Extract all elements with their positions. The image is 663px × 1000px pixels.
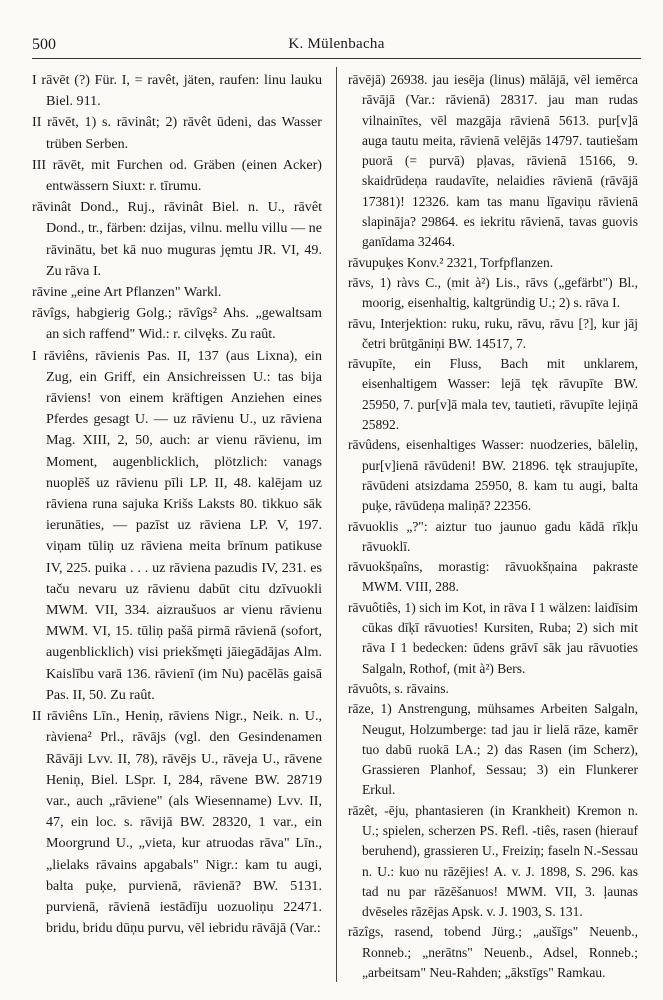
dictionary-entry: rāvu, Interjektion: ruku, ruku, rāvu, rāvu [?], kur jāj četri brūtgāniņi BW. 14517, 7. <box>348 315 638 351</box>
dictionary-entry: I rāviêns, rāvienis Pas. II, 137 (aus Lixna), ein Zug, ein Griff, ein Ansichreissen U.: tas bija rāviens! von einem kräftigen Anziehen eines Pferdes gesagt U. — uz rāvienu U., uz rāviena Mag. XIII, 2, 50, auch: ar vienu rāvienu, im Moment, augenblicklich, plötzlich: vanags nuoplēš uz rāvienu pīli LP. II, 48. kalējam uz rāviena runa sajuka Krišs Laksts 80. tikkuo sāk ierunāties, — pazīst uz rāviena LP. V, 197. viņam tūliņ uz rāviena meita brīnum patikuse IV, 225. puika . . . uz rāviena pazudis IV, 231. es taču nevaru uz rāvienu dabūt citu dzīvuokli MWM. VII, 334. aizraušuos ar vienu rāvienu MWM. VI, 15. tūliņ pašā pirmā rāvienā (sofort, augenblicklich) visi priekšmęti jāiegādājas Alm. Kaislību varā 136. rāvienī (im Nu) pacēlās gaisā Pas. II, 50. Zu raût. <box>32 347 322 703</box>
dictionary-entry: rāzîgs, rasend, tobend Jürg.; „aušīgs" Neuenb., Ronneb.; „nerātns" Neuenb., Adsel, Ronneb.; „arbeitsam" Neu-Rahden; „ākstīgs" Ramkau. <box>348 924 638 981</box>
dictionary-entry: rāze, 1) Anstrengung, mühsames Arbeiten Salgaln, Neugut, Holzumberge: tad jau ir lielā rāze, kamēr tuo dabū ruokā LA.; 2) das Rasen (im Scherz), Grassieren Planhof, Sessau; 3) ein Flunkerer Erkul. <box>348 701 638 798</box>
dictionary-entry: rāvuôts, s. rāvains. <box>348 680 449 696</box>
dictionary-entry: rāvs, 1) ràvs C., (mit à²) Lis., rāvs („gefärbt") Bl., moorig, eisenhaltig, kaltgründig U.; 2) s. rāva I. <box>348 274 638 311</box>
dictionary-entry: rāvējā) 26938. jau iesēja (linus) mālājā, vēl iemērca rāvājā (Var.: rāvienā) 28317. jau man rudas vilnainītes, vēl mazgāja rāvienā 5613. pur[v]ā auga tautu meita, rāvienā velējās 14797. tautiešam puorā (= purvā) pļavas, rāvienā 15166, 9. skaidrūdeņa raudavīte, nelaidies rāvienā (rāvājā 17381)! 12326. kam tas manu līgaviņu rāvienā slapināja? 29864. es iekritu rāvienā, tavas guovis ganīdama 32464. <box>348 72 638 250</box>
dictionary-entry: II rāviêns Līn., Heniņ, rāviens Nigr., Neik. n. U., ràviena² Prl., rāvājs (vgl. den Gesindenamen Rāvāji Lvv. II, 78), rāvējs U., rāveja U., rāvene Heniņ, Biel. LSpr. I, 284, rāvene BW. 28719 var., auch „rāviene" (als Wiesenname) Lvv. II, 47, ein loc. s. rāvijā BW. 28320, 1 var., ein Moorgrund U., „vieta, kur atruodas rāva" Līn., „lielaks rāvains apgabals" Nigr.: kam tu augi, balta puķe, purvienā, rāvienā? BW. 5131. purvienā, rāvienā iestādīju uozuoliņu 22471. bridu, bridu dūņu purvu, vēl iebridu rāvājā (Var.: <box>32 708 322 937</box>
running-head: K. Mülenbacha <box>288 36 385 52</box>
dictionary-entry: rāvuôtiês, 1) sich im Kot, in rāva I 1 wälzen: laidīsim cūkas dīķī rāvuoties! Kursiten, Ruba; 2) sich mit rāva I 1 bedecken: ūdens grāvī sāk jau rāvuoties Salgaln, Rothof, (mit à²) Bers. <box>348 599 638 676</box>
page-header <box>32 30 641 59</box>
dictionary-entry: II rāvēt, 1) s. rāvinât; 2) rāvêt ūdeni, das Wasser trüben Serben. <box>32 114 322 152</box>
dictionary-entry: rāvupīte, ein Fluss, Bach mit unklarem, eisenhaltigem Wasser: lejā tęk rāvupīte BW. 25950, 7. pur[v]ā mala tev, tautieti, rāvupīte lejiņā 25892. <box>348 356 638 433</box>
dictionary-entry: rāvuoklis „?": aiztur tuo jaunuo gadu kādā rīkļu rāvuoklī. <box>348 518 638 554</box>
dictionary-entry: rāvinât Dond., Ruj., rāvinât Biel. n. U., rāvêt Dond., tr., färben: dzijas, vilnu. mellu villu — ne rāvinātu, bet kā nuo muguras jęmtu JR. VI, 49. Zu rāva I. <box>32 199 322 279</box>
dictionary-entry: rāvuokšņaîns, morastig: rāvuokšņaina pakraste MWM. VIII, 288. <box>348 559 638 595</box>
right-column <box>348 70 638 988</box>
dictionary-entry: rāvine „eine Art Pflanzen" Warkl. <box>32 284 222 301</box>
dictionary-entry: rāvupuķes Konv.² 2321, Torfpflanzen. <box>348 254 554 270</box>
dictionary-entry: III rāvēt, mit Furchen od. Gräben (einen Acker) entwässern Siuxt: r. tīrumu. <box>32 156 322 195</box>
two-column-body <box>32 70 641 990</box>
column-divider <box>336 67 337 982</box>
dictionary-entry: rāzêt, -ēju, phantasieren (in Krankheit) Kremon n. U.; spielen, scherzen PS. Refl. -tiês, rasen (hierauf beruhend), grassieren U., Freiziņ; faseln N.-Sessau n. U.: kuo nu rāzējies! A. v. J. 1898, S. 296. kas tad nu par rāzēšanuos! MWM. VII, 3. ļaunas dvēseles rāzējas Apsk. v. J. 1903, S. 131. <box>348 802 638 920</box>
left-column <box>32 70 322 988</box>
page-number: 500 <box>32 36 56 53</box>
dictionary-entry: rāvûdens, eisenhaltiges Wasser: nuodzeries, bāleliņ, pur[v]ienā rāvūdeni! BW. 21896. tęk straujupīte, rāvūdeni atsizdama 25950, 8. kam tu augi, balta puķe, rāvūdeņa maliņā? 22356. <box>348 437 638 514</box>
dictionary-entry: rāvîgs, habgierig Golg.; rāvîgs² Ahs. „gewaltsam an sich raffend" Wid.: r. cilvęks. Zu raût. <box>32 305 322 343</box>
dictionary-entry: I rāvēt (?) Für. I, = ravêt, jäten, raufen: linu lauku Biel. 911. <box>32 72 322 110</box>
